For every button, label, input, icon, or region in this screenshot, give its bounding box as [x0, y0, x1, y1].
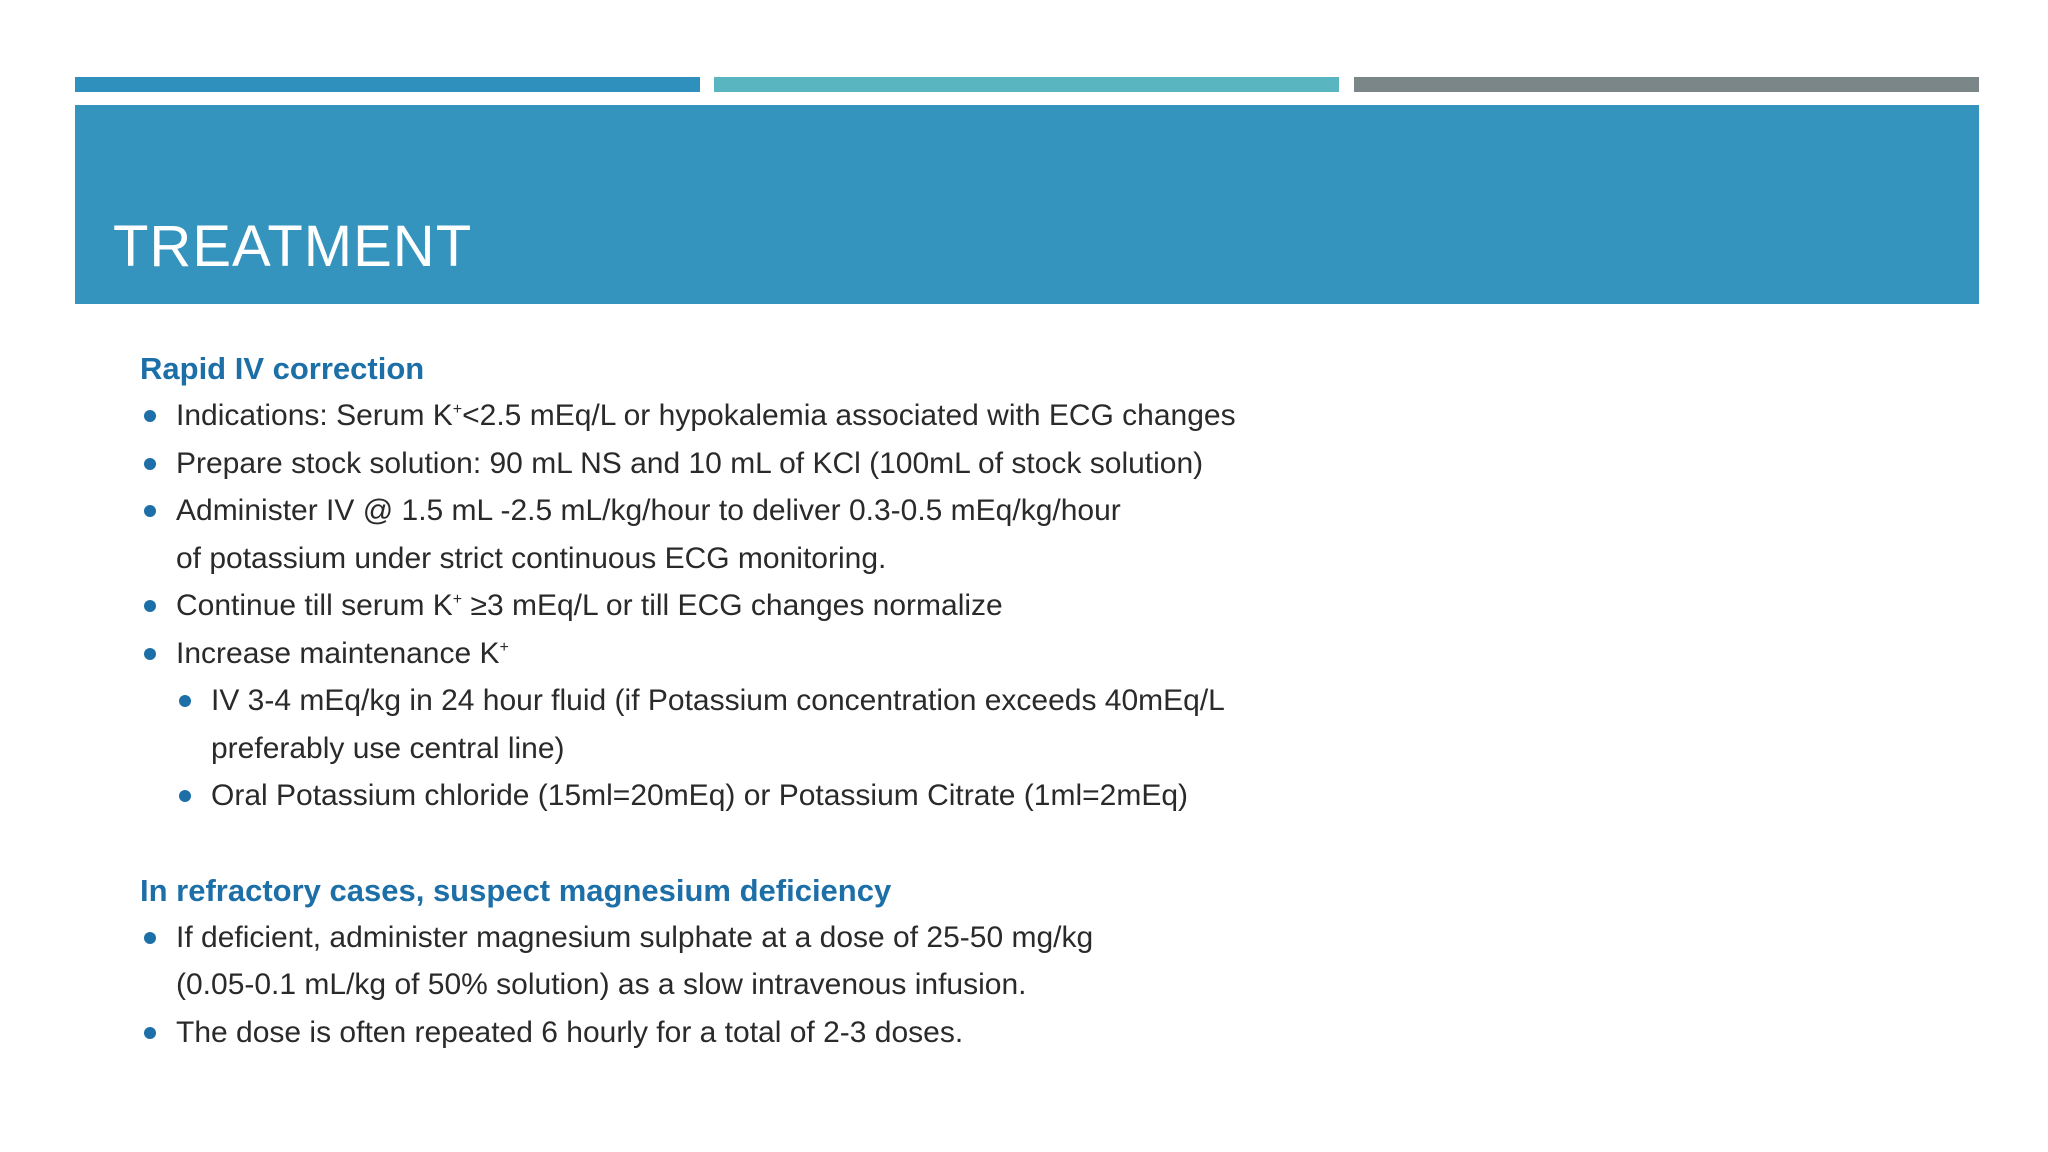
bullet-icon — [144, 458, 156, 470]
section-rapid-iv-correction — [140, 345, 1290, 820]
list-item: The dose is often repeated 6 hourly for a total of 2-3 doses. — [140, 1009, 1290, 1057]
list-item: Administer IV @ 1.5 mL -2.5 mL/kg/hour to deliver 0.3-0.5 mEq/kg/hour of potassium under strict continuous ECG monitoring. — [140, 487, 1290, 582]
section-magnesium-deficiency — [140, 867, 1290, 1057]
sub-list-item: Oral Potassium chloride (15ml=20mEq) or Potassium Citrate (1ml=2mEq) — [140, 772, 1290, 820]
bullet-icon — [144, 648, 156, 660]
bullet-icon — [179, 695, 191, 707]
bullet-icon — [144, 1027, 156, 1039]
slide-title: TREATMENT — [113, 214, 473, 279]
accent-bar-blue — [75, 77, 700, 92]
list-item: Indications: Serum K+<2.5 mEq/L or hypokalemia associated with ECG changes — [140, 392, 1290, 440]
bullet-icon — [144, 600, 156, 612]
slide-content — [140, 345, 1290, 1056]
accent-bar-teal — [714, 77, 1339, 92]
bullet-icon — [179, 790, 191, 802]
section-heading: In refractory cases, suspect magnesium deficiency — [140, 872, 892, 908]
title-band — [75, 105, 1979, 304]
section-heading: Rapid IV correction — [140, 351, 425, 386]
list-item: Prepare stock solution: 90 mL NS and 10 mL of KCl (100mL of stock solution) — [140, 440, 1290, 488]
list-item: Continue till serum K+ ≥3 mEq/L or till ECG changes normalize — [140, 582, 1290, 630]
bullet-icon — [144, 932, 156, 944]
bullet-list — [140, 914, 1290, 1057]
list-item: If deficient, administer magnesium sulphate at a dose of 25-50 mg/kg (0.05-0.1 mL/kg of 50% solution) as a slow intravenous infusion. — [140, 914, 1290, 1009]
list-item: Increase maintenance K+ — [140, 630, 1290, 678]
bullet-list — [140, 392, 1290, 820]
bullet-icon — [144, 410, 156, 422]
accent-bar-gray — [1354, 77, 1979, 92]
sub-list-item: IV 3-4 mEq/kg in 24 hour fluid (if Potassium concentration exceeds 40mEq/L preferably use central line) — [140, 677, 1290, 772]
bullet-icon — [144, 505, 156, 517]
